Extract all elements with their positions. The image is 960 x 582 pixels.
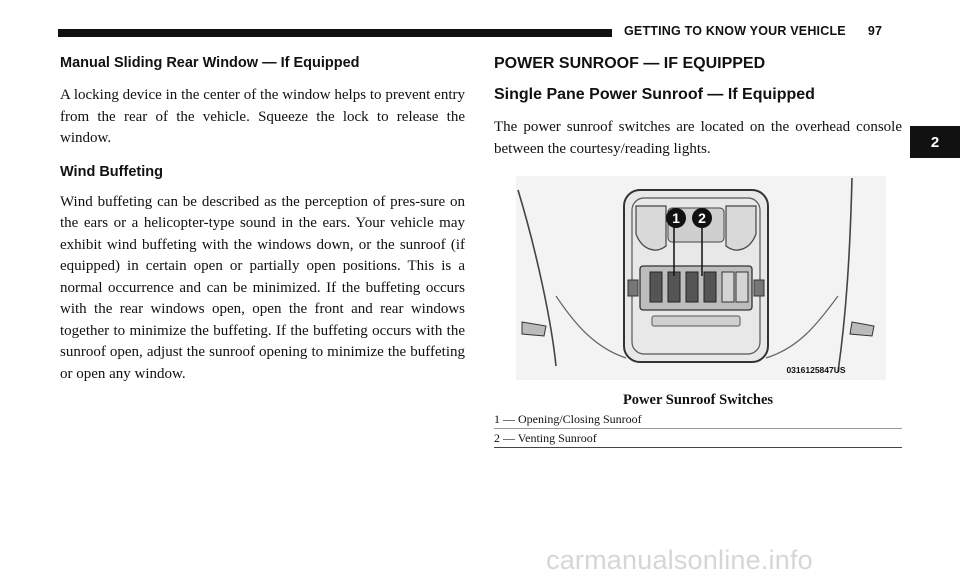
running-header [624, 24, 882, 38]
sunroof-switches-illustration [516, 176, 886, 380]
callout-1 [666, 208, 686, 228]
figure-caption: Power Sunroof Switches [622, 392, 774, 408]
legend-item: 2 — Venting Sunroof [494, 429, 902, 448]
paragraph-locking-device: A locking device in the center of the window helps to prevent entry from the rear of the vehicle. Squeeze the lock to release the window. [60, 87, 465, 146]
heading-power-sunroof: POWER SUNROOF — IF EQUIPPED [494, 55, 766, 72]
right-column [494, 55, 902, 160]
paragraph-wind-buffeting: Wind buffeting can be described as the perception of pres-sure on the ears or a helicopter-type sound in the ears. Your vehicle may exhibit wind buffeting with the windows down, or the sunroof (if equipped) in certain open or partially open positions. This is a normal occurrence and can be minimized. If the buffeting occurs with the rear windows open, open the front and rear windows together to minimize the buffeting. If the buffeting occurs with the sunroof open, adjust the sunroof opening to minimize the buffeting or open any window. [60, 193, 465, 382]
paragraph-sunroof-switches: The power sunroof switches are located on the overhead console between the courtesy/reading lights. [494, 119, 902, 157]
heading-single-pane-sunroof: Single Pane Power Sunroof — If Equipped [494, 86, 815, 103]
chapter-tab: 2 [910, 126, 960, 158]
header-rule [58, 29, 612, 37]
page-number: 97 [867, 24, 883, 38]
figure-code: 0316125847US [786, 365, 846, 375]
callout-2 [692, 208, 712, 228]
legend-item: 1 — Opening/Closing Sunroof [494, 410, 902, 429]
left-column [60, 55, 465, 385]
figure-legend [494, 410, 902, 448]
watermark: carmanualsonline.info [546, 545, 813, 575]
heading-manual-sliding-rear-window: Manual Sliding Rear Window — If Equipped [60, 55, 360, 71]
svg-text:2: 2 [698, 210, 706, 226]
heading-wind-buffeting: Wind Buffeting [60, 163, 163, 180]
svg-text:1: 1 [672, 210, 680, 226]
section-title: GETTING TO KNOW YOUR VEHICLE [624, 24, 846, 38]
